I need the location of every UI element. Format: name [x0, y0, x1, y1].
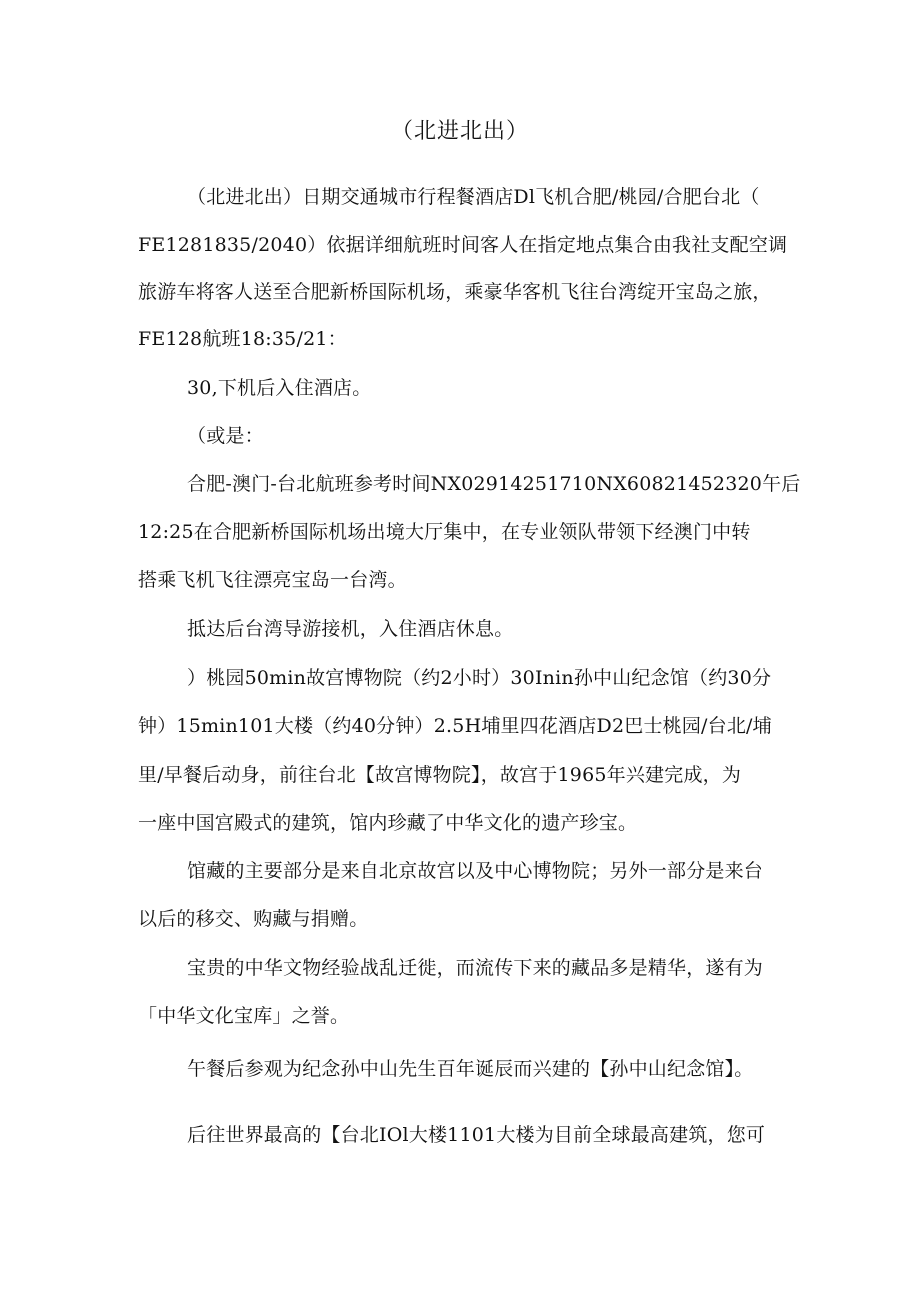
text-line: 午餐后参观为纪念孙中山先生百年诞辰而兴建的【孙中山纪念馆】。: [187, 1058, 754, 1080]
text-line: 钟）15min101大楼（约40分钟）2.5H埔里四花酒店D2巴士桃园/台北/埔: [138, 715, 772, 737]
text-line: 宝贵的中华文物经验战乱迁徙，而流传下来的藏品多是精华，遂有为: [187, 957, 764, 979]
text-line: 以后的移交、购藏与捐赠。: [138, 908, 369, 930]
text-line: 「中华文化宝库」之誉。: [138, 1005, 350, 1027]
text-line: 抵达后台湾导游接机，入住酒店休息。: [187, 618, 514, 640]
text-line: 合肥-澳门-台北航班参考时间NX02914251710NX60821452320午后: [187, 473, 801, 495]
document-title: （北进北出）: [390, 119, 529, 144]
text-line: 馆藏的主要部分是来自北京故宫以及中心博物院；另外一部分是来台: [187, 860, 764, 882]
text-line: （北进北出）日期交通城市行程餐酒店Dl飞机合肥/桃园/合肥台北（: [187, 186, 760, 208]
text-line: ）桃园50min故宫博物院（约2小时）30Inin孙中山纪念馆（约30分: [187, 667, 772, 689]
text-line: 30,下机后入住酒店。: [187, 377, 372, 399]
text-line: 旅游车将客人送至合肥新桥国际机场，乘豪华客机飞往台湾绽开宝岛之旅，: [138, 281, 772, 303]
text-line: 后往世界最高的【台北IOl大楼1101大楼为目前全球最高建筑，您可: [187, 1124, 766, 1146]
text-line: 12:25在合肥新桥国际机场出境大厅集中，在专业领队带领下经澳门中转: [138, 521, 751, 543]
text-line: 里/早餐后动身，前往台北【故宫博物院】，故宫于1965年兴建完成，为: [138, 764, 742, 786]
text-line: 搭乘飞机飞往漂亮宝岛一台湾。: [138, 569, 407, 591]
text-line: FE1281835/2040）依据详细航班时间客人在指定地点集合由我社支配空调: [138, 234, 788, 256]
text-line: FE128航班18:35/21：: [138, 328, 347, 350]
text-line: 一座中国宫殿式的建筑，馆内珍藏了中华文化的遗产珍宝。: [138, 812, 638, 834]
text-line: （或是：: [187, 425, 264, 447]
